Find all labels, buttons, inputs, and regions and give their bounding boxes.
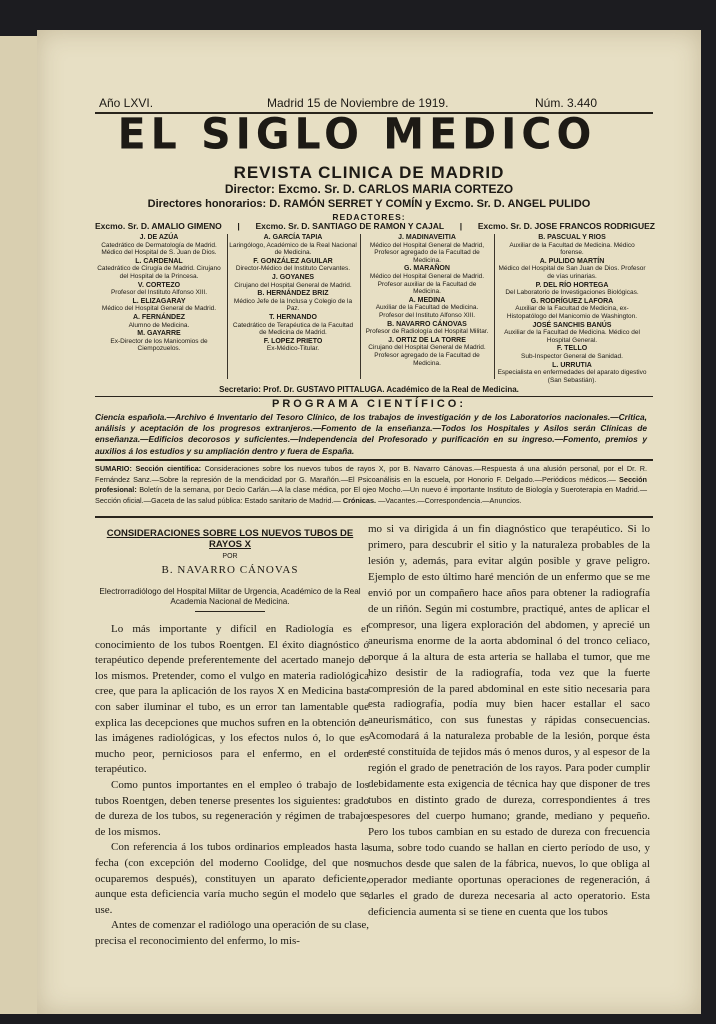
editor-name: B. HERNÁNDEZ BRIZ: [257, 290, 329, 298]
editor-entry: [363, 265, 491, 295]
editor-entry: [497, 298, 647, 321]
director-line: Director: Excmo. Sr. D. CARLOS MARIA CORTEZO: [224, 182, 514, 196]
editor-desc: Del Laboratorio de Investigaciones Biológicas.: [505, 289, 639, 297]
editor-entry: [229, 338, 357, 353]
editor-desc: Director-Médico del Instituto Cervantes.: [235, 265, 351, 273]
editor-desc: Auxiliar de la Facultad de Medicina, ex-Histopatólogo del Manicomio de Washington.: [506, 305, 638, 320]
sumario-section-text: Consideraciones sobre los nuevos tubos de rayos X, por B. Navarro Cánovas.—Respuesta á una alusión personal, por el Dr. R. Fernández Sanz.—Sobre la represión de la mendicidad por G. Marañón.—El Psicoanálisis en la escuela, por Honorio F. Delgado.—Periódicos médicos.—: [95, 464, 647, 484]
editor-desc: Médico Jefe de la Inclusa y Colegio de la Paz.: [233, 297, 353, 313]
editor-name: J. GOYANES: [271, 273, 315, 281]
editor-column-4: [497, 234, 647, 385]
editor-desc: Auxiliar de la Facultad de Medicina. Médico del Hospital General.: [504, 329, 640, 344]
paragraph: Como puntos importantes en el empleo ó trabajo de los tubos Roentgen, deben tenerse presentes los siguientes: grado de dureza de los tubos, su regeneración y régimen de trabajo de los mismos.: [95, 778, 369, 838]
secretario-line: Secretario: Prof. Dr. GUSTAVO PITTALUGA. Académico de la Real de Medicina.: [219, 385, 519, 394]
editor-name: JOSÉ SANCHIS BANÚS: [532, 321, 612, 329]
sumario-section-label: Sección científica:: [135, 464, 202, 473]
editor-entry: [363, 297, 491, 320]
rule: [95, 459, 653, 461]
issue-year: Año LXVI.: [99, 96, 154, 110]
editor-entry: [229, 258, 357, 273]
editor-name: F. TELLO: [556, 345, 588, 353]
editor-name: A. PULIDO MARTÍN: [539, 257, 605, 265]
paragraph: Antes de comenzar el radiólogo una operación de su clase, precisa el reconocimiento del enfermo, lo mis-: [95, 919, 369, 947]
editor-name: G. MARAÑON: [404, 265, 450, 273]
editor-name: P. DEL RÍO HORTEGA: [535, 281, 609, 289]
editor-desc: Catedrático de Terapéutica de la Facultad de Medicina de Madrid.: [232, 321, 354, 337]
short-rule: [195, 611, 265, 612]
editor-name: J. MADINAVEITIA: [398, 234, 456, 241]
editor-name: B. NAVARRO CÁNOVAS: [387, 320, 467, 328]
editor-name: A. GARCÍA TAPIA: [263, 234, 323, 241]
article-body-left: [95, 622, 369, 949]
editor-entry: [229, 290, 357, 313]
editor-desc: Especialista en enfermedades del aparato digestivo (San Sebastián).: [497, 369, 647, 384]
issue-date: Madrid 15 de Noviembre de 1919.: [267, 96, 449, 110]
editor-name: L. CARDENAL: [135, 257, 183, 265]
editor-entry: [229, 234, 357, 257]
column-divider: [227, 234, 228, 379]
masthead-subtitle: REVISTA CLINICA DE MADRID: [233, 163, 505, 182]
article-author: B. NAVARRO CÁNOVAS: [161, 564, 299, 576]
editor-column-1: [95, 234, 223, 354]
column-divider: [494, 234, 495, 379]
sumario-section-text: —Vacantes.—Correspondencia.—Anuncios.: [378, 495, 522, 505]
editor-entry: [95, 234, 223, 257]
sumario-section-text: Boletín de la semana, por Decio Carlán.—A la clase médica, por El ojeo Mocho.—Un nuevo é importante Instituto de Biología y Sueroterapia en Madrid.—Sección oficial.—Gaceta de las salud pública: Estado sanitario de Madrid.—: [95, 485, 648, 505]
editor-desc: Médico del Hospital General de Madrid, Profesor agregado de la Facultad de Medicina.: [369, 241, 485, 264]
editor-desc: Auxiliar de la Facultad de Medicina. Profesor del Instituto Alfonso XIII.: [375, 304, 479, 319]
editor-entry: [363, 234, 491, 264]
editor-entry: [95, 330, 223, 353]
editor-name: J. ORTIZ DE LA TORRE: [388, 336, 466, 344]
article-affiliation: Electrorradiólogo del Hospital Militar de Urgencia, Académico de la Real Academia Nacional de Medicina.: [99, 587, 361, 606]
editor-entry: [95, 314, 223, 329]
honorary-directors: Directores honorarios: D. RAMÓN SERRET Y COMÍN y Excmo. Sr. D. ANGEL PULIDO: [147, 198, 591, 210]
paragraph: Lo más importante y difícil en Radiología es el conocimiento de los tubos Roentgen. El éxito diagnóstico ó terapéutico depende preferentemente del acertado manejo de los mismos. Pretender, como el vulgo en materia radiológica cree, que para la aplicación de los rayos X en Medicina basta con saber iluminar el tubo, es un error tan lamentable que explica las decepciones que muchos sufren en la obtención de las imágenes radiológicas, y los efectos nulos ó, lo que es mucho peor, perniciosos para el enfermo, en el orden terapéutico.: [95, 623, 369, 776]
editor-entry: [497, 362, 647, 385]
editor-entry: [95, 282, 223, 297]
article-by: POR: [222, 553, 238, 560]
editor-desc: Cirujano del Hospital General de Madrid.: [234, 281, 352, 289]
editor-entry: [363, 321, 491, 336]
editor-entry: [497, 282, 647, 297]
editor-desc: Cirujano del Hospital General de Madrid. Profesor agregado de la Facultad de Medicina.: [368, 344, 486, 367]
editor-head: Excmo. Sr. D. AMALIO GIMENO: [95, 221, 222, 231]
editor-desc: Ex-Director de los Manicomios de Ciempozuelos.: [110, 337, 208, 353]
newspaper-page: [37, 30, 701, 1014]
rule: [95, 396, 653, 397]
editor-entry: [229, 274, 357, 289]
paragraph: mo si va dirigida á un fin diagnóstico que terapéutico. Si lo primero, para descubrir el sitio y la naturaleza probables de la lesión y, además, para evitar algún posible y grave peligro. Ejemplo de esto último haré mención de un enfermo que se me envió por un compañero hace años para obtener la radiografía de un riñón. Según mi costumbre, practiqué, antes de aplicar el compresor, una ligera exploración del abdomen, y aprecié un aneurisma enorme de la aorta abdominal ó del tronco celiaco, porque á la altura de esta arteria se hallaba el tumor, que me hizo desistir de la radiografía, toda vez que la fuerte compresión de la pared abdominal en este sitio necesaria para esta radiografía, podía muy bien hacer estallar el saco aneurismático, con sus funestas y rápidas consecuencias. Acomodará á la naturaleza probable de la lesión, porque ésta esté constituída de tejidos más ó menos duros, y al espesor de la región el grado de penetración de los rayos. Para poder cumplir debidamente esta exigencia de técnica hay que disponer de tres tubos en distinto grado de dureza, correspondientes á tres espesores del cuerpo humano; grande, mediano y pequeño. Pero los tubos cambian en su estado de dureza con frecuencia suma, sobre todo cuando se hallan en cierto período de uso, y muchos desde que salen de la fábrica, nuevos, lo que obliga al operador mediante oportunas operaciones de regeneración, á darles el grado de dureza necesaria al acto operatorio. Esta deficiencia aumenta si se tiene en cuenta que los tubos: [368, 523, 650, 918]
issue-number: Núm. 3.440: [535, 96, 598, 110]
paragraph: Con referencia á los tubos ordinarios empleados hasta la fecha (con excepción del moderno Coolidge, del que nos ocuparemos después), constituyen un aparato deficiente, aunque esta deficiencia varía mucho según el modelo que se use.: [95, 841, 369, 916]
editor-desc: Auxiliar de la Facultad de Medicina. Médico forense.: [509, 241, 635, 257]
redactores-label: REDACTORES:: [332, 212, 406, 222]
editor-entry: [95, 258, 223, 281]
previous-page-edge: [0, 36, 40, 1014]
article-body-right: [368, 522, 650, 921]
editor-desc: Catedrático de Dermatología de Madrid. Médico del Hospital de S. Juan de Dios.: [101, 241, 217, 257]
sumario-label: SUMARIO:: [95, 464, 132, 473]
editor-name: A. MEDINA: [408, 296, 446, 304]
editor-entry: [95, 298, 223, 313]
sumario-section-label: Sección profesional:: [95, 474, 648, 495]
editor-entry: [497, 322, 647, 345]
editor-name: B. PASCUAL Y RIOS: [538, 234, 606, 241]
editor-name: A. FERNÁNDEZ: [132, 313, 186, 321]
article-title: CONSIDERACIONES SOBRE LOS NUEVOS TUBOS DE RAYOS X: [106, 528, 354, 550]
editor-entry: [229, 314, 357, 337]
editor-name: L. ELIZAGARAY: [132, 297, 186, 305]
editor-heads: Excmo. Sr. D. AMALIO GIMENO | Excmo. Sr. D. SANTIAGO DE RAMON Y CAJAL | Excmo. Sr. D. JOSE FRANCOS RODRIGUEZ: [95, 221, 655, 231]
masthead-title: EL SIGLO MEDICO: [117, 108, 597, 160]
sumario: [95, 464, 647, 506]
editor-desc: Ex-Médico-Titular.: [266, 345, 320, 353]
editor-name: L. URRUTIA: [552, 361, 592, 369]
editor-column-2: [229, 234, 357, 354]
editor-entry: [497, 234, 647, 257]
column-divider: [360, 234, 361, 379]
editor-entry: [363, 337, 491, 367]
editor-name: V. CORTEZO: [137, 281, 181, 289]
editor-name: F. GONZÁLEZ AGUILAR: [253, 257, 333, 265]
editor-desc: Catedrático de Cirugía de Madrid. Cirujano del Hospital de la Princesa.: [97, 265, 221, 280]
editor-name: F. LOPEZ PRIETO: [263, 337, 323, 345]
editor-desc: Médico del Hospital General de Madrid.: [101, 305, 217, 313]
editor-desc: Médico del Hospital General de Madrid. Profesor auxiliar de la Facultad de Medicina.: [369, 272, 485, 296]
editor-name: J. DE AZÚA: [139, 234, 179, 241]
editor-desc: Sub-Inspector General de Sanidad.: [521, 352, 623, 360]
editor-head: Excmo. Sr. D. SANTIAGO DE RAMON Y CAJAL: [255, 221, 445, 231]
editor-desc: Profesor del Instituto Alfonso XIII.: [110, 289, 208, 297]
editor-desc: Alumno de Medicina.: [128, 321, 190, 329]
programa-title: PROGRAMA CIENTÍFICO:: [271, 398, 467, 410]
editor-name: G. RODRÍGUEZ LAFORA: [530, 297, 614, 305]
editor-entry: [497, 258, 647, 281]
rule: [95, 516, 653, 518]
editor-desc: Laringólogo, Académico de la Real Nacional de Medicina.: [229, 241, 357, 257]
editor-desc: Médico del Hospital de San Juan de Dios. Profesor de vías urinarias.: [498, 265, 646, 280]
editor-desc: Profesor de Radiología del Hospital Militar.: [365, 328, 489, 336]
editor-name: M. GAYARRE: [137, 330, 181, 338]
editor-head: Excmo. Sr. D. JOSE FRANCOS RODRIGUEZ: [477, 221, 655, 231]
editor-entry: [497, 345, 647, 360]
sumario-section-label: Crónicas.: [342, 495, 377, 505]
editor-column-3: [363, 234, 491, 368]
editor-name: T. HERNANDO: [269, 313, 317, 321]
programa-text: Ciencia española.—Archivo é Inventario del Tesoro Clínico, de los trabajos de investigación y de los Laboratorios nacionales.—Crítica, análisis y aceptación de los progresos extranjeros.—Fomento de la enseñanza.—Todos los Hospitales y Asilos serán Clínicas de enseñanza.—Edificios decorosos y suficientes.—Independencia del Profesorado y purificación en su ingreso.—Fomento, premios y auxilios á los estudios y su ampliación dentro y fuera de España.: [95, 412, 647, 456]
